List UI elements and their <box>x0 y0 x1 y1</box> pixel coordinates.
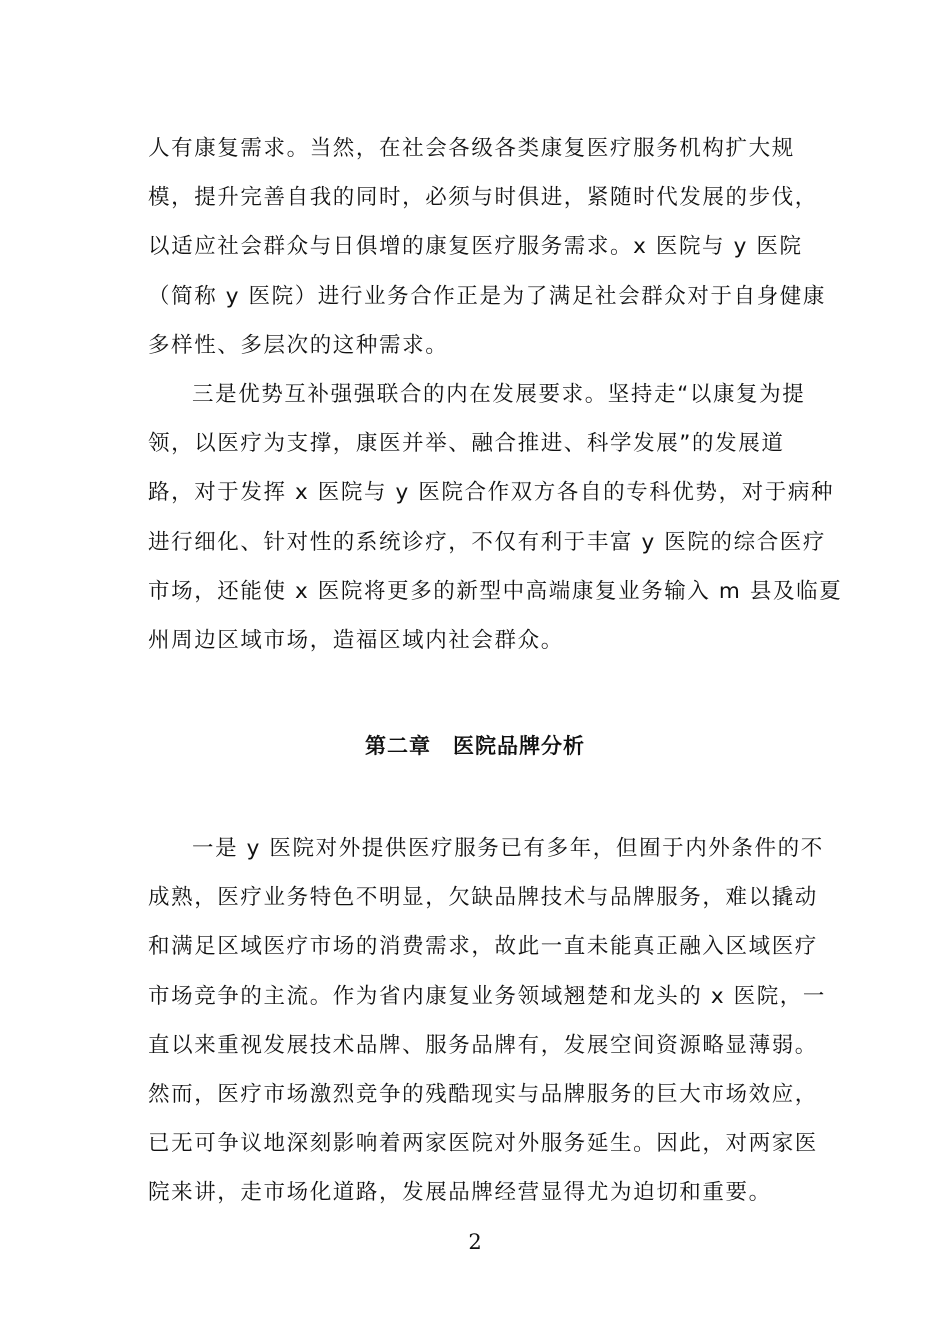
paragraph-line: 领，以医疗为支撑，康医并举、融合推进、科学发展”的发展道 <box>148 431 785 457</box>
paragraph-line: 已无可争议地深刻影响着两家医院对外服务延生。因此，对两家医 <box>148 1131 818 1157</box>
paragraph-line: 多样性、多层次的这种需求。 <box>148 332 449 358</box>
chapter-title: 第二章 医院品牌分析 <box>365 734 585 758</box>
paragraph-line: 以适应社会群众与日俱增的康复医疗服务需求。x 医院与 y 医院 <box>148 234 803 260</box>
paragraph-line: 成熟，医疗业务特色不明显，欠缺品牌技术与品牌服务，难以撬动 <box>148 885 818 911</box>
paragraph-line: 直以来重视发展技术品牌、服务品牌有，发展空间资源略显薄弱。 <box>148 1032 818 1058</box>
paragraph-line: 然而，医疗市场激烈竞争的残酷现实与品牌服务的巨大市场效应， <box>148 1081 818 1107</box>
paragraph-line: 进行细化、针对性的系统诊疗，不仅有利于丰富 y 医院的综合医疗 <box>148 529 826 555</box>
paragraph-line: 人有康复需求。当然，在社会各级各类康复医疗服务机构扩大规 <box>148 136 795 161</box>
paragraph-line: （简称 y 医院）进行业务合作正是为了满足社会群众对于自身健康 <box>148 283 826 309</box>
paragraph-line: 模，提升完善自我的同时，必须与时俱进，紧随时代发展的步伐， <box>148 185 818 211</box>
paragraph-line: 三是优势互补强强联合的内在发展要求。坚持走“以康复为提 <box>192 381 806 407</box>
paragraph-line: 市场竞争的主流。作为省内康复业务领域翘楚和龙头的 x 医院，一 <box>148 983 826 1009</box>
paragraph-line: 路，对于发挥 x 医院与 y 医院合作双方各自的专科优势，对于病种 <box>148 480 835 506</box>
paragraph-line: 院来讲，走市场化道路，发展品牌经营显得尤为迫切和重要。 <box>148 1180 772 1206</box>
paragraph-line: 市场，还能使 x 医院将更多的新型中高端康复业务输入 m 县及临夏 <box>148 578 843 604</box>
page-number: 2 <box>468 1230 482 1254</box>
paragraph-line: 州周边区域市场，造福区域内社会群众。 <box>148 627 564 653</box>
body-text-bottom <box>148 832 826 1226</box>
body-text-top <box>148 132 843 673</box>
paragraph-line: 一是 y 医院对外提供医疗服务已有多年，但囿于内外条件的不 <box>192 836 824 861</box>
paragraph-line: 和满足区域医疗市场的消费需求，故此一直未能真正融入区域医疗 <box>148 934 818 960</box>
